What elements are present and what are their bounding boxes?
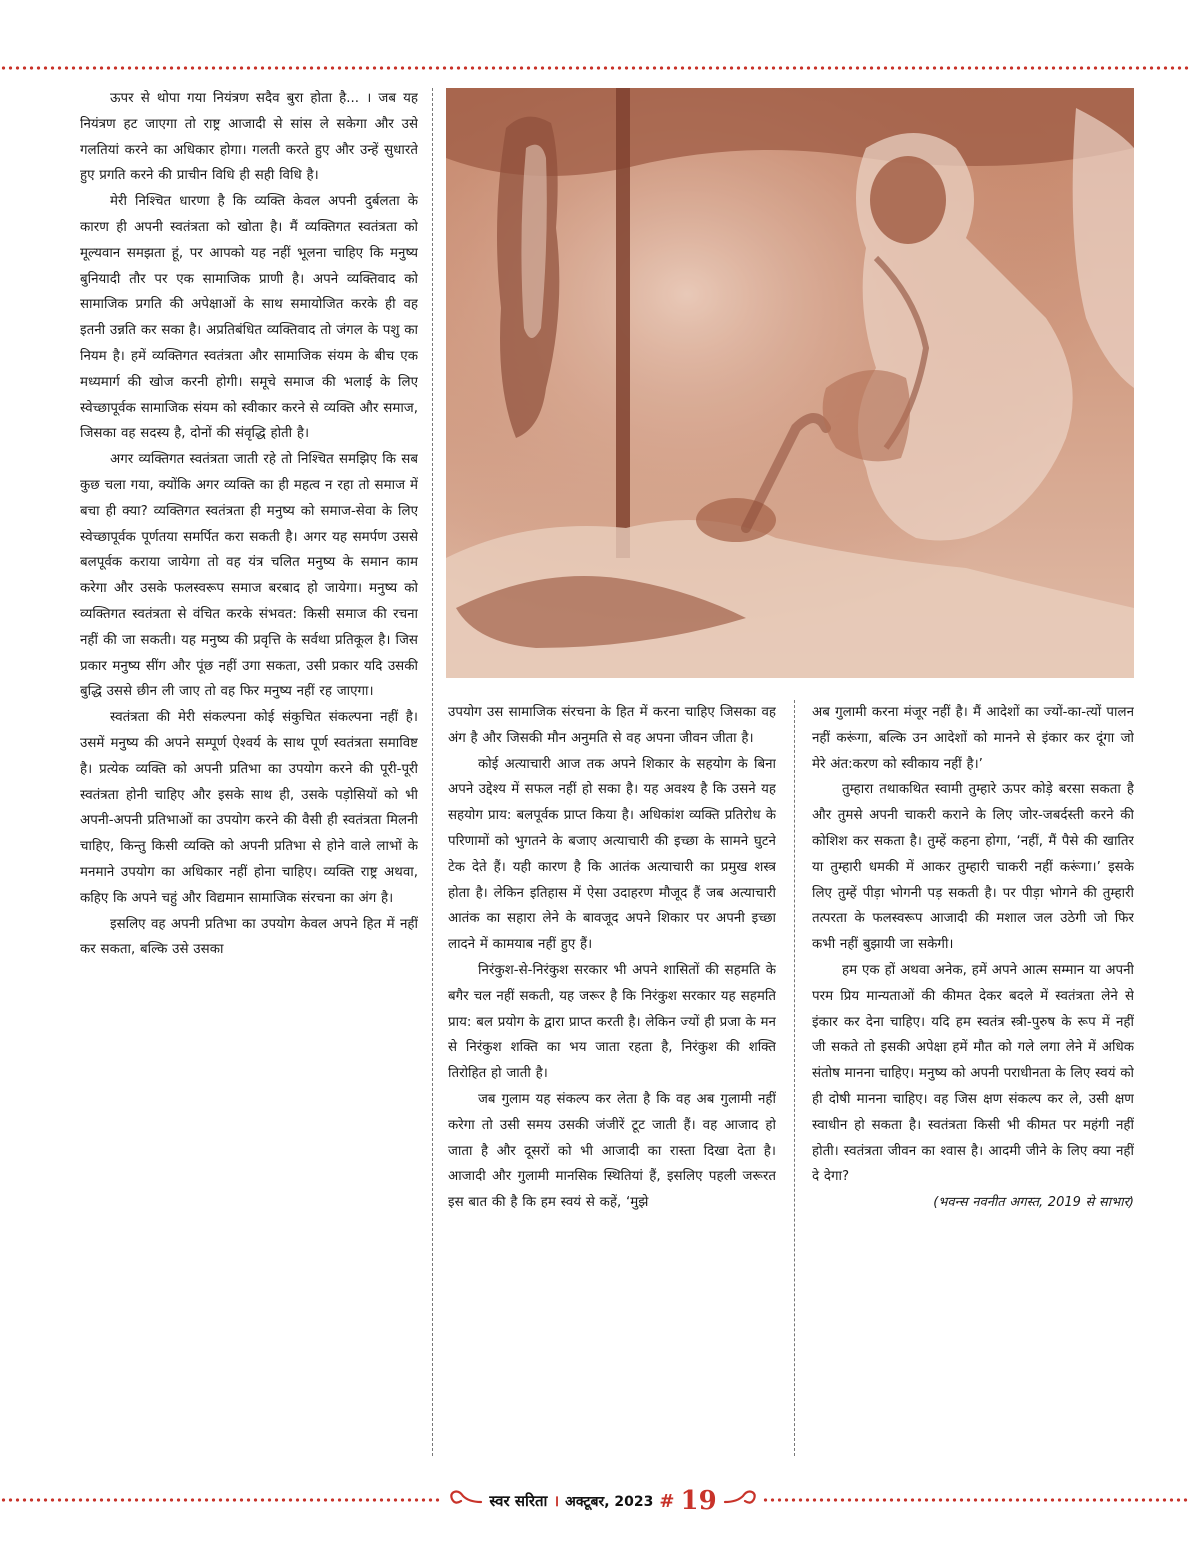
issue-date: अक्टूबर, 2023 <box>565 1493 654 1510</box>
paragraph: तुम्हारा तथाकथित स्वामी तुम्हारे ऊपर कोड़े बरसा सकता है और तुमसे अपनी चाकरी कराने के लिए जोर-जबर्दस्ती करने की कोशिश कर सकता है। तुम्हें कहना होगा, ‘नहीं, मैं पैसे की खातिर या तुम्हारी धमकी में आकर तुम्हारी चाकरी नहीं करूंगा।’ इसके लिए तुम्हें पीड़ा भोगनी पड़ सकती है। पर पीड़ा भोगने की तुम्हारी तत्परता के फलस्वरूप आजादी की मशाल जल उठेगी जो फिर कभी नहीं बुझायी जा सकेगी। <box>812 782 1134 953</box>
footer-separator: । <box>553 1492 560 1510</box>
footer-dotted-border-left <box>0 1496 440 1504</box>
paragraph: अगर व्यक्तिगत स्वतंत्रता जाती रहे तो निश्चित समझिए कि सब कुछ चला गया, क्योंकि अगर व्यक्ति का ही महत्व न रहा तो समाज में बचा ही क्या? व्यक्तिगत स्वतंत्रता ही मनुष्य को समाज-सेवा के लिए स्वेच्छापूर्वक पूर्णतया समर्पित करा सकती है। अगर यह समर्पण उससे बलपूर्वक कराया जायेगा तो वह यंत्र चलित मनुष्य के समान काम करेगा और उसके फलस्वरूप समाज बरबाद हो जायेगा। मनुष्य को व्यक्तिगत स्वतंत्रता से वंचित करके संभवत: किसी समाज की रचना नहीं की जा सकती। यह मनुष्य की प्रवृत्ति के सर्वथा प्रतिकूल है। जिस प्रकार मनुष्य सींग और पूंछ नहीं उगा सकता, उसी प्रकार यदि उसकी बुद्धि उससे छीन ली जाए तो वह फिर मनुष्य नहीं रह जाएगा। <box>80 452 418 700</box>
swirl-ornament-icon <box>723 1486 757 1516</box>
column-divider <box>432 88 433 1456</box>
swirl-ornament-icon <box>449 1486 483 1516</box>
top-dotted-border <box>0 64 1190 72</box>
paragraph: स्वतंत्रता की मेरी संकल्पना कोई संकुचित संकल्पना नहीं है। उसमें मनुष्य की अपने सम्पूर्ण ऐश्वर्य के साथ पूर्ण स्वतंत्रता समाविष्ट है। प्रत्येक व्यक्ति को अपनी प्रतिभा का उपयोग करने की पूरी-पूरी स्वतंत्रता होनी चाहिए और इसके साथ ही, उसके पड़ोसियों को भी अपनी-अपनी प्रतिभाओं का उपयोग करने की वैसी ही स्वतंत्रता मिलनी चाहिए, किन्तु किसी व्यक्ति को अपनी प्रतिभा से होने वाले लाभों के मनमाने उपयोग का अधिकार नहीं होना चाहिए। व्यक्ति राष्ट्र अथवा, कहिए कि अपने चहुं और विद्यमान सामाजिक संरचना का अंग है। <box>80 710 418 906</box>
paragraph: निरंकुश-से-निरंकुश सरकार भी अपने शासितों की सहमति के बगैर चल नहीं सकती, यह जरूर है कि निरंकुश सरकार यह सहमति प्राय: बल प्रयोग के द्वारा प्राप्त करती है। लेकिन ज्यों ही प्रजा के मन से निरंकुश शक्ति का भय जाता रहता है, निरंकुश की शक्ति तिरोहित हो जाती है। <box>448 962 776 1082</box>
hash-symbol: # <box>659 1490 675 1512</box>
magazine-name: स्वर सरिता <box>489 1492 548 1510</box>
paragraph-continued: अब गुलामी करना मंजूर नहीं है। मैं आदेशों का ज्यों-का-त्यों पालन नहीं करूंगा, बल्कि उन आदेशों को मानने से इंकार कर दूंगा जो मेरे अंत:करण को स्वीकाय नहीं है।’ <box>812 705 1134 772</box>
photo-illustration <box>446 88 1134 678</box>
paragraph-continued: उपयोग उस सामाजिक संरचना के हित में करना चाहिए जिसका वह अंग है और जिसकी मौन अनुमति से वह अपना जीवन जीता है। <box>448 705 776 746</box>
article-column-3 <box>812 700 1134 1456</box>
page-footer <box>0 1487 1190 1547</box>
footer-dotted-border-right <box>762 1496 1190 1504</box>
paragraph: जब गुलाम यह संकल्प कर लेता है कि वह अब गुलामी नहीं करेगा तो उसी समय उसकी जंजीरें टूट जाती हैं। वह आजाद हो जाता है और दूसरों को भी आजादी का रास्ता दिखा देता है। आजादी और गुलामी मानसिक स्थितियां हैं, इसलिए पहली जरूरत इस बात की है कि हम स्वयं से कहें, ‘मुझे <box>448 1091 776 1211</box>
source-credit: (भवन्स नवनीत अगस्त, 2019 से साभार) <box>933 1195 1134 1211</box>
footer-branding <box>448 1483 758 1519</box>
article-column-1 <box>80 86 418 1456</box>
page-number: 19 <box>680 1486 717 1516</box>
article-column-2 <box>448 700 776 1456</box>
paragraph: मेरी निश्चित धारणा है कि व्यक्ति केवल अपनी दुर्बलता के कारण ही अपनी स्वतंत्रता को खोता है। मैं व्यक्तिगत स्वतंत्रता को मूल्यवान समझता हूं, पर आपको यह नहीं भूलना चाहिए कि मनुष्य बुनियादी तौर पर एक सामाजिक प्राणी है। अपने व्यक्तिवाद को सामाजिक प्रगति की अपेक्षाओं के साथ समायोजित करके ही वह इतनी उन्नति कर सका है। अप्रतिबंधित व्यक्तिवाद तो जंगल के पशु का नियम है। हमें व्यक्तिगत स्वतंत्रता और सामाजिक संयम के बीच एक मध्यमार्ग की खोज करनी होगी। समूचे समाज की भलाई के लिए स्वेच्छापूर्वक सामाजिक संयम को स्वीकार करने से व्यक्ति और समाज, जिसका वह सदस्य है, दोनों की संवृद्धि होती है। <box>80 194 418 442</box>
column-divider <box>794 700 795 1456</box>
paragraph: इसलिए वह अपनी प्रतिभा का उपयोग केवल अपने हित में नहीं कर सकता, बल्कि उसे उसका <box>80 916 418 958</box>
paragraph: ऊपर से थोपा गया नियंत्रण सदैव बुरा होता है... । जब यह नियंत्रण हट जाएगा तो राष्ट्र आजादी से सांस ले सकेगा और उसे गलतियां करने का अधिकार होगा। गलती करते हुए और उन्हें सुधारते हुए प्रगति करने की प्राचीन विधि ही सही विधि है। <box>80 91 418 184</box>
paragraph: कोई अत्याचारी आज तक अपने शिकार के सहयोग के बिना अपने उद्देश्य में सफल नहीं हो सका है। यह अवश्य है कि उसने यह सहयोग प्राय: बलपूर्वक प्राप्त किया है। अधिकांश व्यक्ति प्रतिरोध के परिणामों को भुगतने के बजाए अत्याचारी की इच्छा के सामने घुटने टेक देते हैं। यही कारण है कि आतंक अत्याचारी का प्रमुख शस्त्र होता है। लेकिन इतिहास में ऐसा उदाहरण मौजूद हैं जब अत्याचारी आतंक का सहारा लेने के बावजूद अपने शिकार पर अपनी इच्छा लादने में कामयाब नहीं हुए हैं। <box>448 756 776 953</box>
paragraph: हम एक हों अथवा अनेक, हमें अपने आत्म सम्मान या अपनी परम प्रिय मान्यताओं की कीमत देकर बदले में स्वतंत्रता लेने से इंकार कर देना चाहिए। यदि हम स्वतंत्र स्त्री-पुरुष के रूप में नहीं जी सकते तो इसकी अपेक्षा हमें मौत को गले लगा लेने में अधिक संतोष मानना चाहिए। मनुष्य को अपनी पराधीनता के लिए स्वयं को ही दोषी मानना चाहिए। वह जिस क्षण संकल्प कर ले, उसी क्षण स्वाधीन हो सकता है। स्वतंत्रता किसी भी कीमत पर महंगी नहीं होती। स्वतंत्रता जीवन का श्वास है। आदमी जीने के लिए क्या नहीं दे देगा? <box>812 962 1134 1185</box>
sepia-photograph <box>446 88 1134 678</box>
